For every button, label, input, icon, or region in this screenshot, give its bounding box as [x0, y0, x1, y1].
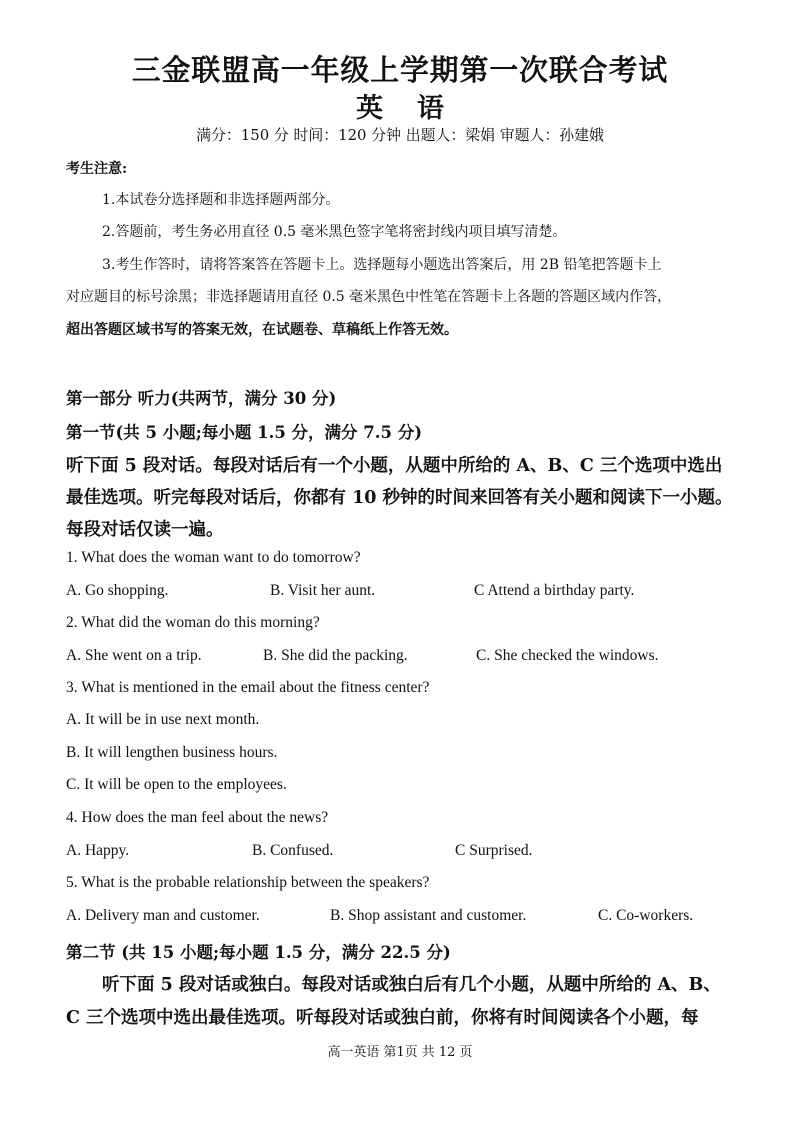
question-4-option-c: C Surprised. — [455, 842, 533, 859]
question-5-stem: 5. What is the probable relationship between the speakers? — [66, 874, 430, 891]
question-3-option-b: B. It will lengthen business hours. — [66, 744, 278, 761]
question-2-option-c: C. She checked the windows. — [476, 647, 659, 664]
question-5-option-a: A. Delivery man and customer. — [66, 907, 260, 924]
notice-item-2: 2.答题前，考生务必用直径 0.5 毫米黑色签字笔将密封线内项目填写清楚。 — [102, 224, 567, 240]
notice-item-3-line-1: 3.考生作答时，请将答案答在答题卡上。选择题每小题选出答案后，用 2B 铅笔把答题卡上 — [102, 257, 662, 273]
exam-meta: 满分：150 分 时间：120 分钟 出题人：梁娟 审题人：孙建娥 — [196, 126, 604, 144]
notice-heading: 考生注意: — [66, 161, 128, 177]
section2-instruction-line-2: C 三个选项中选出最佳选项。听每段对话或独白前，你将有时间阅读各个小题，每 — [66, 1008, 699, 1028]
question-5-option-b: B. Shop assistant and customer. — [330, 907, 527, 924]
question-1-option-c: C Attend a birthday party. — [474, 582, 635, 599]
subject-title: 英语 — [356, 93, 478, 124]
section2-instruction-line-1: 听下面 5 段对话或独白。每段对话或独白后有几个小题，从题中所给的 A、B、 — [102, 975, 721, 995]
section1-instruction-line-1: 听下面 5 段对话。每段对话后有一个小题，从题中所给的 A、B、C 三个选项中选出 — [66, 456, 723, 476]
question-2-option-b: B. She did the packing. — [263, 647, 408, 664]
section2-heading: 第二节 (共 15 小题;每小题 1.5 分，满分 22.5 分) — [66, 943, 451, 962]
question-4-stem: 4. How does the man feel about the news? — [66, 809, 329, 826]
question-2-option-a: A. She went on a trip. — [66, 647, 202, 664]
question-2-stem: 2. What did the woman do this morning? — [66, 614, 320, 631]
page-footer: 高一英语 第1页 共 12 页 — [327, 1045, 473, 1060]
question-3-option-a: A. It will be in use next month. — [66, 711, 260, 728]
section1-instruction-line-3: 每段对话仅读一遍。 — [66, 520, 224, 540]
question-1-stem: 1. What does the woman want to do tomorrow? — [66, 549, 361, 566]
question-1-option-a: A. Go shopping. — [66, 582, 169, 599]
part1-heading: 第一部分 听力(共两节，满分 30 分) — [66, 389, 337, 408]
question-3-stem: 3. What is mentioned in the email about the fitness center? — [66, 679, 430, 696]
section1-heading: 第一节(共 5 小题;每小题 1.5 分，满分 7.5 分) — [66, 423, 423, 442]
notice-item-1: 1.本试卷分选择题和非选择题两部分。 — [102, 192, 340, 208]
section1-instruction-line-2: 最佳选项。听完每段对话后，你都有 10 秒钟的时间来回答有关小题和阅读下一小题。 — [66, 488, 733, 508]
question-5-option-c: C. Co-workers. — [598, 907, 694, 924]
exam-title: 三金联盟高一年级上学期第一次联合考试 — [131, 53, 669, 87]
notice-item-3-line-3: 超出答题区域书写的答案无效，在试题卷、草稿纸上作答无效。 — [66, 322, 458, 338]
question-1-option-b: B. Visit her aunt. — [270, 582, 376, 599]
question-3-option-c: C. It will be open to the employees. — [66, 776, 287, 793]
question-4-option-b: B. Confused. — [252, 842, 334, 859]
question-4-option-a: A. Happy. — [66, 842, 130, 859]
notice-item-3-line-2: 对应题目的标号涂黑；非选择题请用直径 0.5 毫米黑色中性笔在答题卡上各题的答题区域内作答， — [66, 289, 672, 305]
